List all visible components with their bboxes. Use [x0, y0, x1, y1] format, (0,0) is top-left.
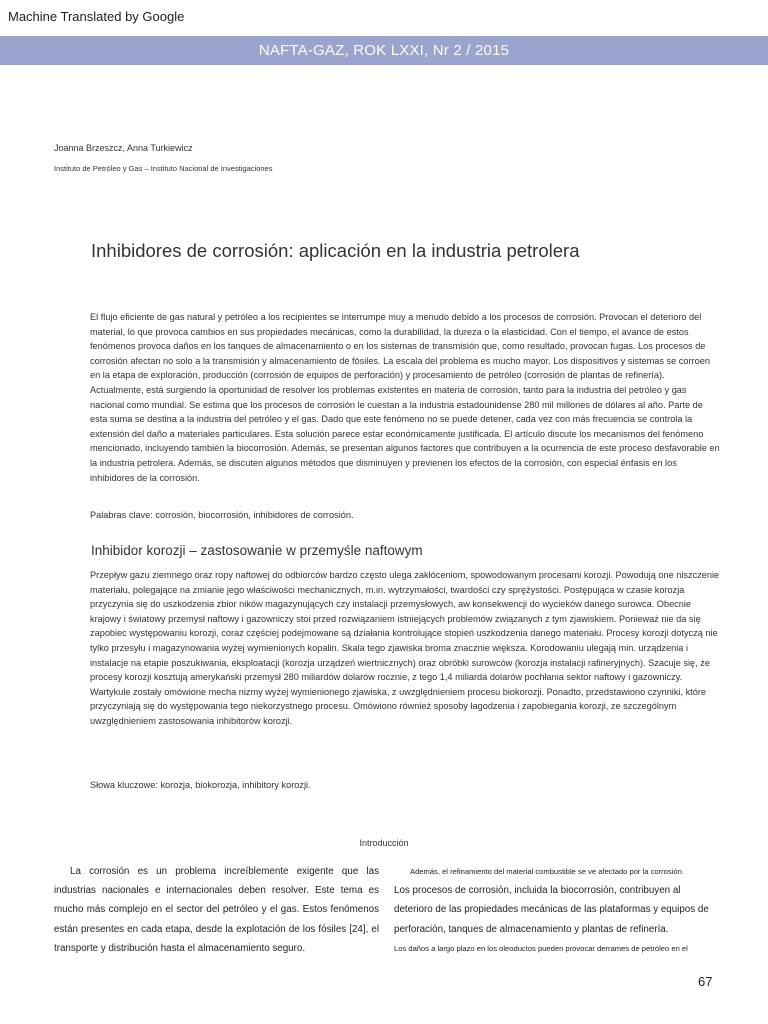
journal-title: NAFTA-GAZ, ROK LXXI, Nr 2 / 2015	[258, 42, 510, 59]
abstract-pl-text: Przepływ gazu ziemnego oraz ropy naftowej do odbiorców bardzo często ulega zakłóceniom, spowodowanym procesami korozji. Powodują one niszczenie materiału, polegające na zmianie jego właściwości mechanicznych, m.in. wytrzymałości, twardości czy sprężystości. Postępująca w czasie korozja przyczynia się do uszkodzenia zbior ników magazynujących czy instalacji przemysłowych, aw konsekwencji do wycieków danego surowca. Obecnie krajowy i światowy przemysł naftowy i gazowniczy stoi przed rozwiązaniem istniejących problemów związanych z tym zjawiskiem. Ponieważ nie da się zapobiec występowaniu korozji, coraz częściej podejmowane są działania kontrolujące stopień uszkodzenia danego materiału. Procesy korozji dotyczą nie tylko przesyłu i magazynowania wyżej wymienionych kopalin. Skala tego zjawiska broma znacznie większa. Korodowaniu ulegają min. urządzenia i instalacje na etapie poszukiwania, eksploatacji (korozja urządzeń wiertnicznych) oraz obróbki surowców (korozja instalacji rafineryjnych). Szacuje się, że procesy korozji kosztują amerykański przemysł 280 miliardów dolarów rocznie, z tego 1,4 miliarda dolarów pochłania sektor naftowy i gazowniczy. Wartykule zostały omówione mecha nizmy wyżej wymienionego zjawiska, z uwzględnieniem procesu biokorozji. Ponadto, przedstawiono czynniki, które przyczyniają się do występowania tego niekorzystnego procesu. Omówiono również sposoby łagodzenia i zapobiegania korozji, ze szczególnym uwzględnieniem zastosowania inhibitorów korozji.	[90, 570, 720, 726]
abstract-es	[90, 310, 720, 485]
section-heading-introduction: Introducción	[359, 838, 409, 848]
keywords-pl: Słowa kluczowe: korozja, biokorozja, inhibitory korozji.	[90, 780, 311, 790]
abstract-pl	[90, 568, 720, 729]
intro-right-last-line: Los daños a largo plazo en los oleoductos pueden provocar derrames de petróleo en el	[394, 943, 688, 953]
page-number: 67	[698, 974, 713, 989]
affiliation: Instituto de Petróleo y Gas – Instituto Nacional de Investigaciones	[54, 164, 273, 173]
abstract-es-text: El flujo eficiente de gas natural y petróleo a los recipientes se interrumpe muy a menudo debido a los procesos de corrosión. Provocan el deterioro del material, lo que provoca cambios en sus propiedades mecánicas, como la durabilidad, la dureza o la elasticidad. Con el tiempo, el avance de estos fenómenos provoca daños en los tanques de almacenamiento o en los sistemas de transmisión que, como resultado, provocan fugas. Los procesos de corrosión afectan no solo a la transmisión y almacenamiento de fósiles. La escala del problema es mucho mayor. Los dispositivos y sistemas se corroen en la etapa de exploración, producción (corrosión de equipos de perforación) y procesamiento de petróleo (corrosión de plantas de refinería). Actualmente, está surgiendo la oportunidad de resolver los problemas existentes en materia de corrosión, tanto para la industria del petróleo y gas nacional como mundial. Se estima que los procesos de corrosión le cuestan a la industria estadounidense 280 mil millones de dólares al año. Parte de esta suma se destina a la industria del petróleo y el gas. Dado que este fenómeno no se puede detener, cada vez con más frecuencia se controla la extensión del daño a materiales particulares. Esta solución parece estar económicamente justificada. El artículo discute los mecanismos del fenómeno mencionado, incluyendo también la biocorrosión. Además, se presentan algunos factores que contribuyen a la ocurrencia de este proceso desfavorable en la industria petrolera. Además, se discuten algunos métodos que disminuyen y previenen los efectos de la corrosión, con especial énfasis en los inhibidores de la corrosión.	[90, 312, 720, 483]
intro-right-first-line: Además, el refinamiento del material combustible se ve afectado por la corrosión.	[410, 867, 684, 876]
keywords-es: Palabras clave: corrosión, biocorrosión, inhibidores de corrosión.	[90, 510, 354, 520]
journal-header-bar	[0, 36, 768, 65]
intro-column-right	[394, 862, 720, 958]
translated-by-label: Machine Translated by Google	[8, 8, 185, 24]
article-title: Inhibidores de corrosión: aplicación en la industria petrolera	[91, 240, 580, 261]
article-title-pl: Inhibidor korozji – zastosowanie w przemyśle naftowym	[91, 543, 423, 558]
translation-banner	[0, 0, 768, 32]
intro-left-paragraph: La corrosión es un problema increíblemente exigente que las industrias nacionales e internacionales deben resolver. Este tema es mucho más complejo en el sector del petróleo y el gas. Estos fenómenos están presentes en cada etapa, desde la explotación de los fósiles [24], el transporte y distribución hasta el almacenamiento seguro.	[54, 866, 379, 954]
authors: Joanna Brzeszcz, Anna Turkiewicz	[54, 143, 193, 153]
intro-right-paragraph: Los procesos de corrosión, incluida la biocorrosión, contribuyen al deterioro de las propiedades mecánicas de las plataformas y equipos de perforación, tanques de almacenamiento y plantas de refinería.	[394, 885, 709, 935]
intro-column-left	[54, 862, 379, 958]
